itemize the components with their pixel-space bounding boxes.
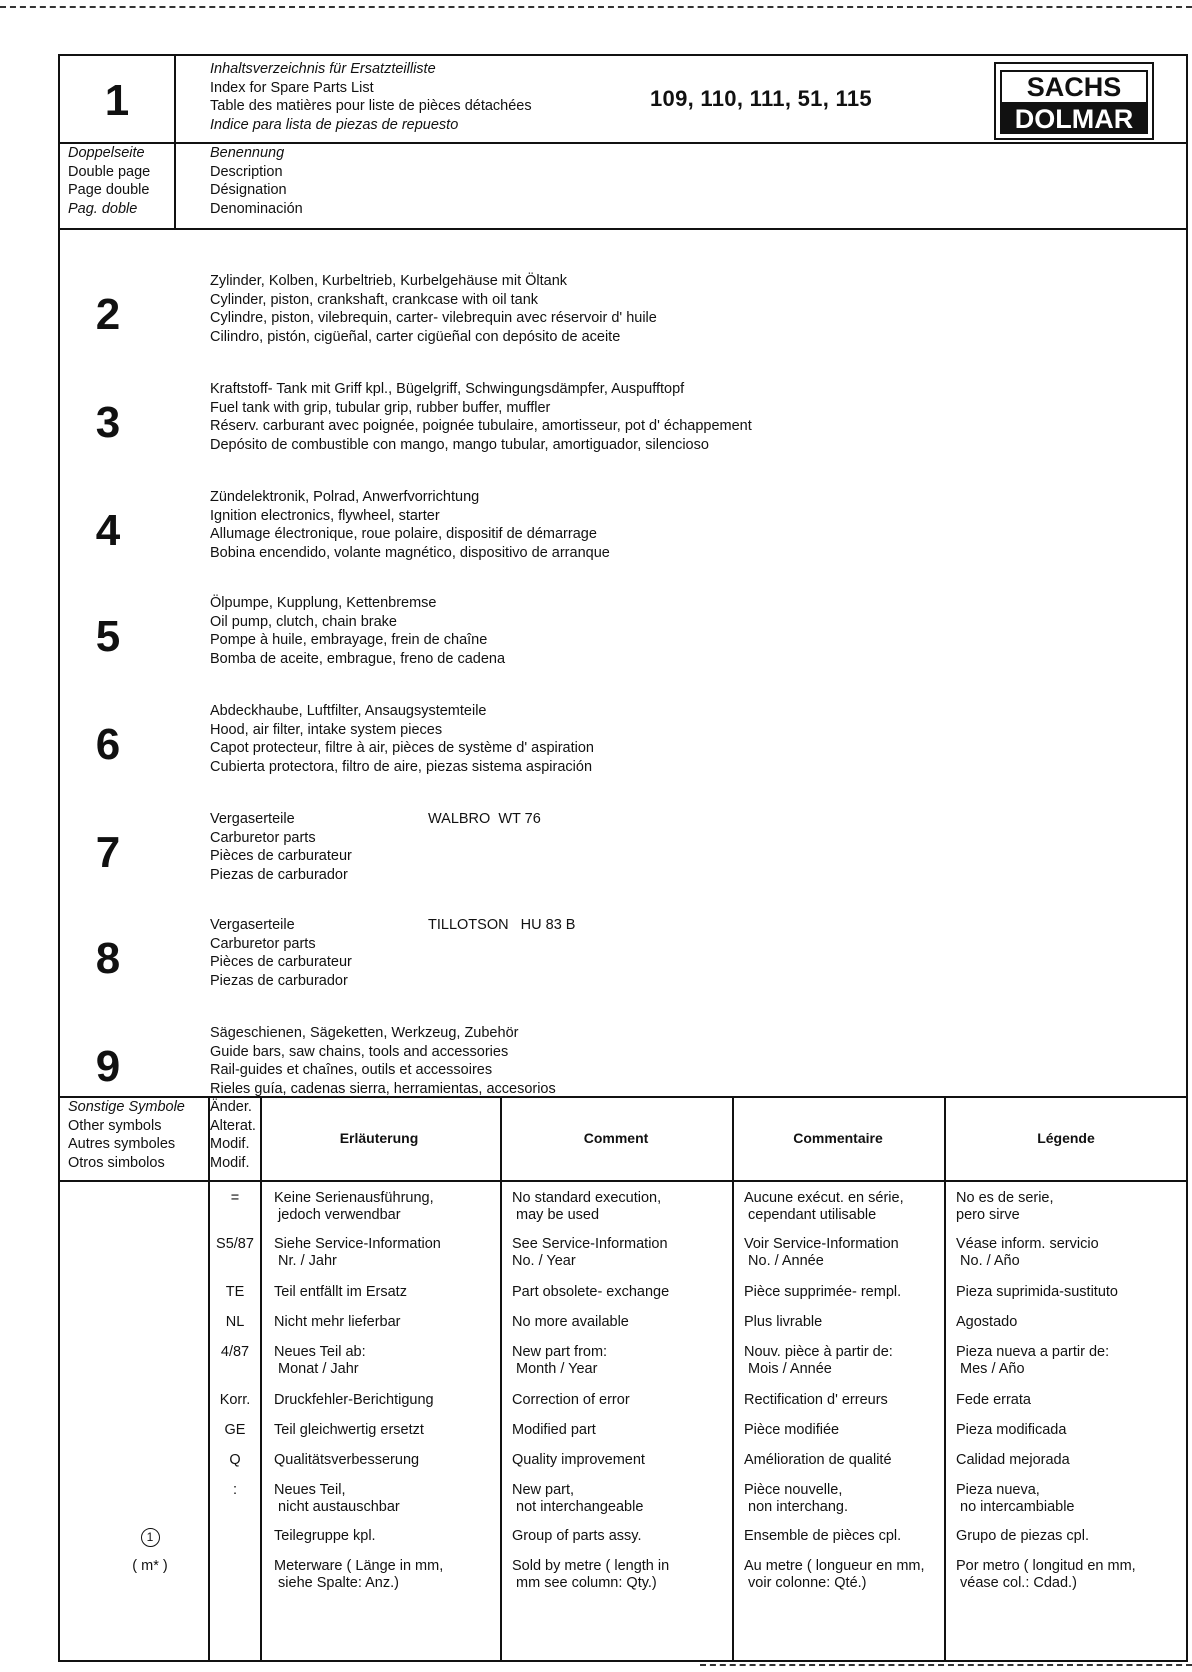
legend-es-line: Pieza nueva a partir de:: [956, 1344, 1110, 1360]
symbols-header-fr: Autres symboles: [68, 1136, 176, 1153]
alter-header-es: Modif.: [210, 1154, 250, 1171]
index-page-frame: [58, 54, 1188, 1662]
legend-es-cell: [956, 1314, 1017, 1331]
legend-de-line: Teil entfällt im Ersatz: [274, 1284, 407, 1300]
legend-de-cell: [274, 1236, 441, 1270]
section-7-line: Piezas de carburador: [210, 866, 348, 883]
legend-es-line: véase col.: Cdad.): [956, 1575, 1077, 1591]
legend-col-line-3: [500, 1096, 502, 1662]
legend-code: TE: [225, 1284, 245, 1300]
col-header-fr: Commentaire: [793, 1130, 883, 1146]
legend-fr-cell: [744, 1482, 848, 1516]
section-5-line: Pompe à huile, embrayage, frein de chaîne: [210, 632, 488, 649]
alter-header-de: Änder.: [210, 1099, 252, 1115]
legend-code: Q: [229, 1452, 241, 1468]
legend-fr-cell: [744, 1284, 901, 1301]
section-7-line: Carburetor parts: [210, 829, 316, 846]
legend-header-line: [60, 1180, 1186, 1182]
legend-de-cell: [274, 1558, 443, 1592]
sachs-dolmar-logo: [994, 62, 1154, 140]
legend-en-line: Correction of error: [512, 1392, 630, 1408]
section-number-9: 9: [95, 1042, 121, 1091]
section-6-line: Cubierta protectora, filtro de aire, piezas sistema aspiración: [210, 758, 593, 775]
section-2-line: Cilindro, pistón, cigüeñal, carter cigüeñal con depósito de aceite: [210, 328, 621, 345]
legend-es-line: Grupo de piezas cpl.: [956, 1528, 1089, 1544]
section-6-line: Capot protecteur, filtre à air, pièces de système d' aspiration: [210, 740, 594, 757]
alter-header-fr: Modif.: [210, 1136, 250, 1153]
subheader-right-en: Description: [210, 163, 283, 180]
legend-fr-cell: [744, 1190, 904, 1224]
alter-header-en: Alterat.: [210, 1117, 256, 1134]
legend-col-line-4: [732, 1096, 734, 1662]
legend-en-line: No standard execution,: [512, 1190, 662, 1206]
section-9-line: Rail-guides et chaînes, outils et accessoires: [210, 1062, 493, 1079]
legend-es-line: Agostado: [956, 1314, 1018, 1330]
legend-en-line: Sold by metre ( length in: [512, 1558, 670, 1574]
legend-fr-line: Pièce nouvelle,: [744, 1482, 843, 1498]
legend-en-line: Modified part: [512, 1422, 596, 1438]
col-header-es: Légende: [1037, 1130, 1095, 1146]
legend-de-line: Qualitätsverbesserung: [274, 1452, 420, 1468]
subheader-right-fr: Désignation: [210, 182, 287, 199]
model-numbers: 109, 110, 111, 51, 115: [650, 86, 872, 111]
legend-col-line-2: [260, 1096, 262, 1662]
legend-en-line: Month / Year: [512, 1361, 598, 1377]
legend-es-line: Véase inform. servicio: [956, 1236, 1099, 1252]
title-line-en: Index for Spare Parts List: [210, 79, 374, 96]
legend-alter-header: [210, 1098, 256, 1172]
section-8-line: Carburetor parts: [210, 935, 316, 952]
section-text-4: [210, 488, 610, 562]
section-8-line: Vergaserteile: [210, 917, 295, 933]
legend-de-cell: [274, 1422, 424, 1439]
legend-es-cell: [956, 1528, 1089, 1545]
legend-de-line: siehe Spalte: Anz.): [274, 1575, 399, 1591]
legend-code: =: [230, 1190, 240, 1206]
legend-code: NL: [225, 1314, 245, 1330]
legend-en-cell: [512, 1422, 596, 1439]
legend-es-line: Pieza suprimida-sustituto: [956, 1284, 1118, 1300]
section-text-6: [210, 702, 594, 776]
carburetor-model-7: WALBRO WT 76: [428, 811, 541, 827]
legend-fr-line: Amélioration de qualité: [744, 1452, 892, 1468]
section-3-line: Fuel tank with grip, tubular grip, rubber buffer, muffler: [210, 399, 551, 416]
legend-en-line: may be used: [512, 1207, 600, 1223]
legend-symbols-header: [68, 1098, 185, 1172]
legend-es-line: Calidad mejorada: [956, 1452, 1070, 1468]
subheader-right-es: Denominación: [210, 200, 303, 217]
legend-col-line-1: [208, 1096, 210, 1662]
legend-de-cell: [274, 1284, 407, 1301]
section-6-line: Hood, air filter, intake system pieces: [210, 721, 443, 738]
legend-de-cell: [274, 1482, 400, 1516]
legend-fr-line: Au metre ( longueur en mm,: [744, 1558, 925, 1574]
circled-one-symbol: [90, 1528, 210, 1547]
section-number-6: 6: [95, 720, 121, 769]
legend-fr-line: Ensemble de pièces cpl.: [744, 1528, 902, 1544]
legend-de-line: Siehe Service-Information: [274, 1236, 441, 1252]
section-text-3: [210, 380, 752, 454]
col-header-en: Comment: [583, 1130, 649, 1146]
legend-es-line: Por metro ( longitud en mm,: [956, 1558, 1136, 1574]
legend-de-line: Neues Teil,: [274, 1482, 346, 1498]
section-2-line: Cylinder, piston, crankshaft, crankcase with oil tank: [210, 291, 539, 308]
section-6-line: Abdeckhaube, Luftfilter, Ansaugsystemteile: [210, 703, 487, 719]
legend-en-cell: [512, 1344, 607, 1378]
legend-fr-line: Pièce supprimée- rempl.: [744, 1284, 902, 1300]
section-3-line: Kraftstoff- Tank mit Griff kpl., Bügelgriff, Schwingungsdämpfer, Auspufftopf: [210, 381, 685, 397]
legend-fr-line: cependant utilisable: [744, 1207, 877, 1223]
legend-en-cell: [512, 1528, 641, 1545]
legend-fr-cell: [744, 1344, 893, 1378]
legend-es-cell: [956, 1558, 1136, 1592]
legend-de-cell: [274, 1528, 376, 1545]
legend-en-line: See Service-Information: [512, 1236, 668, 1252]
legend-fr-line: Mois / Année: [744, 1361, 832, 1377]
symbols-header-es: Otros simbolos: [68, 1154, 165, 1171]
legend-de-line: Nicht mehr lieferbar: [274, 1314, 401, 1330]
section-8-line: Piezas de carburador: [210, 972, 348, 989]
legend-en-cell: [512, 1314, 629, 1331]
legend-en-line: No more available: [512, 1314, 629, 1330]
subheader-left-en: Double page: [68, 163, 151, 180]
legend-fr-line: non interchang.: [744, 1499, 848, 1515]
legend-es-cell: [956, 1236, 1099, 1270]
legend-code: S5/87: [216, 1236, 254, 1252]
section-number-8: 8: [95, 934, 121, 983]
legend-es-line: No es de serie,: [956, 1190, 1054, 1206]
legend-code: GE: [224, 1422, 246, 1438]
legend-en-cell: [512, 1190, 661, 1224]
legend-en-line: not interchangeable: [512, 1499, 644, 1515]
legend-de-line: Neues Teil ab:: [274, 1344, 366, 1360]
subheader-bottom-line: [60, 228, 1186, 230]
legend-de-cell: [274, 1314, 401, 1331]
section-text-5: [210, 594, 505, 668]
circled-one-icon: 1: [141, 1528, 160, 1547]
section-5-line: Ölpumpe, Kupplung, Kettenbremse: [210, 595, 437, 611]
section-number-5: 5: [95, 612, 121, 661]
legend-es-line: No. / Año: [956, 1253, 1020, 1269]
legend-es-cell: [956, 1344, 1109, 1378]
section-2-line: Zylinder, Kolben, Kurbeltrieb, Kurbelgehäuse mit Öltank: [210, 273, 568, 289]
legend-es-line: pero sirve: [956, 1207, 1020, 1223]
legend-fr-line: Rectification d' erreurs: [744, 1392, 888, 1408]
col-header-de: Erläuterung: [339, 1130, 419, 1146]
subheader-left-fr: Page double: [68, 182, 150, 199]
logo-dolmar: DOLMAR: [1000, 104, 1148, 134]
logo-sachs: SACHS: [1000, 70, 1148, 104]
legend-fr-cell: [744, 1422, 839, 1439]
section-number-4: 4: [95, 506, 121, 555]
header-number: 1: [104, 76, 130, 125]
section-8-line: Pièces de carburateur: [210, 954, 352, 971]
legend-fr-cell: [744, 1558, 925, 1592]
subheader-page: [68, 144, 150, 218]
legend-code: 4/87: [220, 1344, 250, 1360]
legend-es-cell: [956, 1392, 1031, 1409]
bottom-dashed-border: [700, 1664, 1192, 1666]
top-dashed-border: [0, 6, 1192, 8]
legend-code: :: [232, 1482, 238, 1498]
section-text-9: [210, 1024, 556, 1098]
legend-fr-line: Plus livrable: [744, 1314, 823, 1330]
legend-en-line: Quality improvement: [512, 1452, 645, 1468]
legend-code: Korr.: [219, 1392, 251, 1408]
legend-fr-line: No. / Année: [744, 1253, 824, 1269]
subheader-left-de: Doppelseite: [68, 145, 145, 161]
subheader-left-es: Pag. doble: [68, 200, 138, 217]
subheader-right-de: Benennung: [210, 145, 285, 161]
title-line-de: Inhaltsverzeichnis für Ersatzteilliste: [210, 61, 436, 77]
section-3-line: Réserv. carburant avec poignée, poignée tubulaire, amortisseur, pot d' échappement: [210, 418, 752, 435]
section-4-line: Allumage électronique, roue polaire, dispositif de démarrage: [210, 526, 597, 543]
legend-fr-line: Aucune exécut. en série,: [744, 1190, 904, 1206]
legend-de-line: nicht austauschbar: [274, 1499, 400, 1515]
legend-es-line: no intercambiable: [956, 1499, 1075, 1515]
legend-fr-cell: [744, 1314, 822, 1331]
section-number-3: 3: [95, 398, 121, 447]
section-text-8: [210, 916, 352, 990]
legend-es-line: Mes / Año: [956, 1361, 1025, 1377]
legend-col-line-5: [944, 1096, 946, 1662]
legend-en-cell: [512, 1284, 669, 1301]
legend-es-cell: [956, 1284, 1118, 1301]
symbols-header-en: Other symbols: [68, 1117, 162, 1134]
legend-fr-line: Voir Service-Information: [744, 1236, 899, 1252]
section-4-line: Zündelektronik, Polrad, Anwerfvorrichtung: [210, 489, 480, 505]
section-5-line: Oil pump, clutch, chain brake: [210, 613, 397, 630]
legend-es-cell: [956, 1482, 1075, 1516]
legend-en-cell: [512, 1482, 643, 1516]
legend-de-cell: [274, 1344, 366, 1378]
legend-de-line: Druckfehler-Berichtigung: [274, 1392, 434, 1408]
section-number-2: 2: [95, 290, 121, 339]
section-4-line: Bobina encendido, volante magnético, dispositivo de arranque: [210, 544, 610, 561]
section-3-line: Depósito de combustible con mango, mango tubular, amortiguador, silencioso: [210, 436, 709, 453]
legend-fr-cell: [744, 1236, 899, 1270]
legend-en-cell: [512, 1236, 668, 1270]
legend-fr-cell: [744, 1452, 892, 1469]
legend-fr-line: Pièce modifiée: [744, 1422, 840, 1438]
legend-fr-cell: [744, 1528, 901, 1545]
legend-en-line: Group of parts assy.: [512, 1528, 642, 1544]
symbols-header-de: Sonstige Symbole: [68, 1099, 185, 1115]
legend-es-line: Fede errata: [956, 1392, 1031, 1408]
legend-en-line: Part obsolete- exchange: [512, 1284, 670, 1300]
legend-en-cell: [512, 1392, 630, 1409]
legend-de-line: jedoch verwendbar: [274, 1207, 401, 1223]
legend-de-line: Teilegruppe kpl.: [274, 1528, 376, 1544]
legend-en-line: New part from:: [512, 1344, 608, 1360]
legend-de-line: Keine Serienausführung,: [274, 1190, 434, 1206]
legend-de-line: Teil gleichwertig ersetzt: [274, 1422, 424, 1438]
subheader-description: [210, 144, 303, 218]
legend-de-line: Nr. / Jahr: [274, 1253, 337, 1269]
legend-es-cell: [956, 1452, 1070, 1469]
legend-es-cell: [956, 1190, 1054, 1224]
metre-symbol: ( m* ): [132, 1558, 168, 1574]
legend-es-cell: [956, 1422, 1066, 1439]
section-4-line: Ignition electronics, flywheel, starter: [210, 507, 440, 524]
legend-en-line: New part,: [512, 1482, 575, 1498]
legend-en-cell: [512, 1558, 669, 1592]
section-text-2: [210, 272, 657, 346]
legend-de-line: Monat / Jahr: [274, 1361, 359, 1377]
legend-es-line: Pieza modificada: [956, 1422, 1067, 1438]
section-text-7: [210, 810, 352, 884]
section-9-line: Guide bars, saw chains, tools and accessories: [210, 1043, 509, 1060]
legend-en-line: No. / Year: [512, 1253, 576, 1269]
title-line-fr: Table des matières pour liste de pièces détachées: [210, 98, 532, 115]
legend-de-cell: [274, 1392, 434, 1409]
legend-de-cell: [274, 1190, 434, 1224]
legend-fr-line: Nouv. pièce à partir de:: [744, 1344, 893, 1360]
header-title: [210, 60, 532, 134]
title-line-es: Indice para lista de piezas de repuesto: [210, 116, 459, 133]
legend-fr-line: voir colonne: Qté.): [744, 1575, 867, 1591]
section-number-7: 7: [95, 828, 121, 877]
section-5-line: Bomba de aceite, embrague, freno de cadena: [210, 650, 506, 667]
legend-fr-cell: [744, 1392, 888, 1409]
legend-en-cell: [512, 1452, 645, 1469]
carburetor-model-8: TILLOTSON HU 83 B: [428, 917, 576, 933]
section-2-line: Cylindre, piston, vilebrequin, carter- vilebrequin avec réservoir d' huile: [210, 310, 657, 327]
section-7-line: Vergaserteile: [210, 811, 295, 827]
legend-en-line: mm see column: Qty.): [512, 1575, 657, 1591]
section-9-line: Rieles guía, cadenas sierra, herramientas, accesorios: [210, 1080, 556, 1097]
legend-es-line: Pieza nueva,: [956, 1482, 1040, 1498]
legend-de-line: Meterware ( Länge in mm,: [274, 1558, 444, 1574]
section-7-line: Pièces de carburateur: [210, 848, 352, 865]
section-9-line: Sägeschienen, Sägeketten, Werkzeug, Zubehör: [210, 1025, 519, 1041]
legend-de-cell: [274, 1452, 419, 1469]
